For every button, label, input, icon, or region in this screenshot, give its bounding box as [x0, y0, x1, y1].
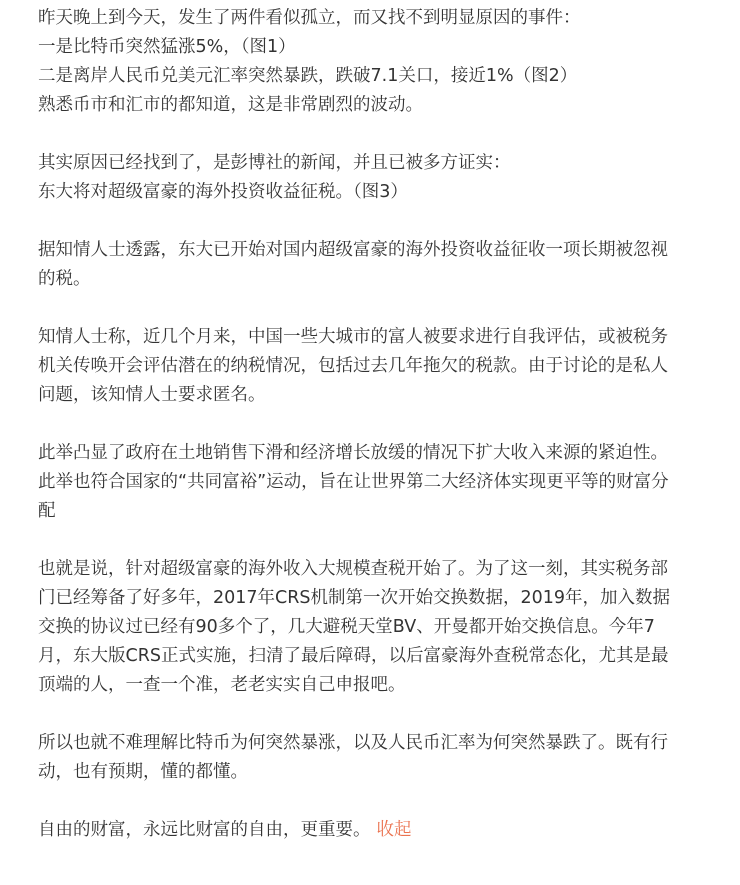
paragraph-cause — [38, 149, 714, 207]
text-line: 昨天晚上到今天，发生了两件看似孤立，而又找不到明显原因的事件： — [38, 8, 581, 28]
paragraph-urgency — [38, 439, 714, 526]
paragraph-conclusion — [38, 729, 714, 787]
text-line: 动，也有预期，懂的都懂。 — [38, 762, 248, 782]
paragraph-closing — [38, 816, 714, 845]
paragraph-insider — [38, 236, 714, 294]
text-line: 机关传唤开会评估潜在的纳税情况，包括过去几年拖欠的税款。由于讨论的是私人 — [38, 356, 668, 376]
paragraph-self-assessment — [38, 323, 714, 410]
text-line: 据知情人士透露，东大已开始对国内超级富豪的海外投资收益征收一项长期被忽视 — [38, 240, 668, 260]
paragraph-crs — [38, 555, 714, 700]
text-line: 也就是说，针对超级富豪的海外收入大规模查税开始了。为了这一刻，其实税务部 — [38, 559, 668, 579]
text-line: 顶端的人，一查一个准，老老实实自己申报吧。 — [38, 675, 406, 695]
text-line: 此举也符合国家的“共同富裕”运动，旨在让世界第二大经济体实现更平等的财富分 — [38, 472, 669, 492]
text-line: 所以也就不难理解比特币为何突然暴涨，以及人民币汇率为何突然暴跌了。既有行 — [38, 733, 668, 753]
paragraph-events — [38, 4, 714, 120]
text-line: 知情人士称，近几个月来，中国一些大城市的富人被要求进行自我评估，或被税务 — [38, 327, 668, 347]
closing-text: 自由的财富，永远比财富的自由，更重要。 — [38, 820, 371, 840]
text-line: 一是比特币突然猛涨5%，（图1） — [38, 37, 296, 57]
text-line: 二是离岸人民币兑美元汇率突然暴跌，跌破7.1关口，接近1%（图2） — [38, 66, 578, 86]
text-line: 其实原因已经找到了，是彭博社的新闻，并且已被多方证实： — [38, 153, 511, 173]
text-line: 东大将对超级富豪的海外投资收益征税。（图3） — [38, 182, 408, 202]
text-line: 配 — [38, 501, 56, 521]
text-line: 的税。 — [38, 269, 91, 289]
text-line: 问题，该知情人士要求匿名。 — [38, 385, 266, 405]
collapse-link[interactable]: 收起 — [376, 820, 412, 840]
text-line: 交换的协议过已经有90多个了，几大避税天堂BV、开曼都开始交换信息。今年7 — [38, 617, 655, 637]
text-line: 门已经筹备了好多年，2017年CRS机制第一次开始交换数据，2019年，加入数据 — [38, 588, 671, 608]
text-line: 月，东大版CRS正式实施，扫清了最后障碍，以后富豪海外查税常态化，尤其是最 — [38, 646, 669, 666]
text-line: 此举凸显了政府在土地销售下滑和经济增长放缓的情况下扩大收入来源的紧迫性。 — [38, 443, 668, 463]
text-line: 熟悉币市和汇市的都知道，这是非常剧烈的波动。 — [38, 95, 423, 115]
closing-line — [38, 816, 714, 845]
